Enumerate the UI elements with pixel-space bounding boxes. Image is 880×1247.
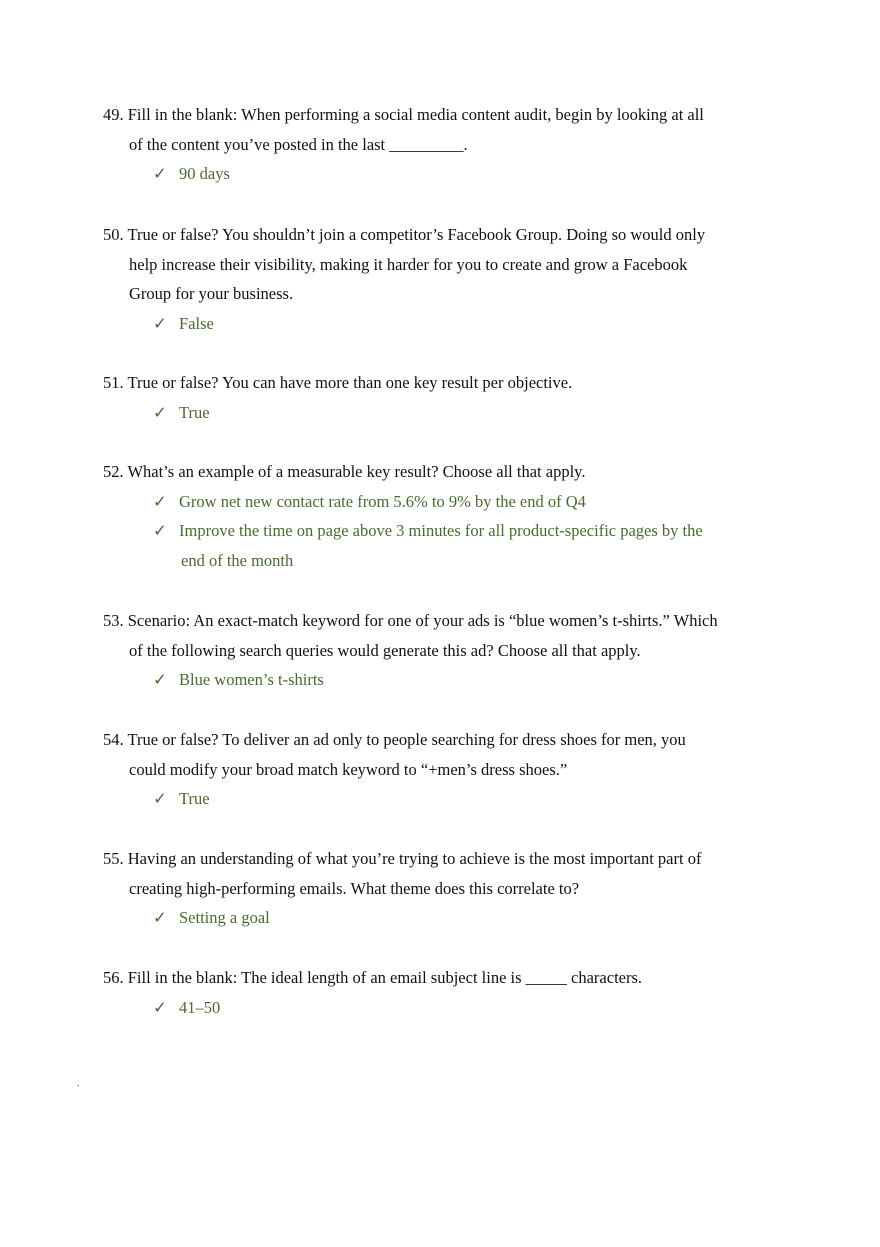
answer-text: 90 days [179, 164, 230, 183]
answer-item [103, 665, 763, 695]
question-text: 52. What’s an example of a measurable key result? Choose all that apply. [103, 462, 586, 481]
question-51 [103, 368, 763, 427]
checkmark-icon: ✓ [153, 521, 167, 540]
answer-text: True [179, 402, 210, 422]
question-50 [103, 220, 763, 338]
checkmark-icon: ✓ [153, 789, 167, 808]
answer-text: Improve the time on page above 3 minutes for all product-specific pages by the [179, 521, 703, 540]
question-text: help increase their visibility, making it harder for you to create and grow a Facebook [129, 254, 688, 274]
answer-text: 41–50 [179, 997, 221, 1017]
question-text: 49. Fill in the blank: When performing a social media content audit, begin by looking at all [103, 105, 704, 124]
checkmark-icon: ✓ [153, 908, 167, 927]
question-52 [103, 457, 763, 575]
question-53 [103, 606, 763, 695]
answer-item [103, 516, 763, 546]
question-text: Group for your business. [129, 284, 294, 303]
question-text: 51. True or false? You can have more than one key result per objective. [103, 373, 573, 392]
question-text: of the following search queries would generate this ad? Choose all that apply. [129, 640, 641, 660]
question-text: could modify your broad match keyword to “+men’s dress shoes.” [129, 759, 568, 779]
question-text: 53. Scenario: An exact-match keyword for one of your ads is “blue women’s t-shirts.” Which [103, 611, 718, 630]
question-text: 54. True or false? To deliver an ad only to people searching for dress shoes for men, you [103, 730, 686, 749]
checkmark-icon: ✓ [153, 670, 167, 689]
question-text: 55. Having an understanding of what you’re trying to achieve is the most important part of [103, 849, 702, 868]
answer-text: False [179, 313, 214, 333]
question-49 [103, 100, 763, 189]
answer-text-continued: end of the month [181, 550, 294, 570]
answer-text: True [179, 789, 210, 808]
answer-item [103, 903, 763, 933]
answer-item [103, 784, 763, 814]
answer-item [103, 159, 763, 189]
answer-text: Blue women’s t-shirts [179, 670, 324, 689]
checkmark-icon: ✓ [153, 997, 167, 1017]
question-text: creating high-performing emails. What theme does this correlate to? [129, 878, 580, 898]
checkmark-icon: ✓ [153, 491, 167, 511]
question-text: 50. True or false? You shouldn’t join a competitor’s Facebook Group. Doing so would only [103, 225, 706, 244]
question-text: of the content you’ve posted in the last _________. [129, 134, 468, 154]
footer-mark: . [77, 1078, 80, 1089]
answer-item [103, 398, 763, 428]
answer-item [103, 487, 763, 517]
question-text: 56. Fill in the blank: The ideal length of an email subject line is _____ characters. [103, 968, 643, 987]
answer-item [103, 993, 763, 1023]
question-55 [103, 844, 763, 933]
question-54 [103, 725, 763, 814]
answer-text: Setting a goal [179, 908, 270, 927]
checkmark-icon: ✓ [153, 164, 167, 183]
answer-item [103, 309, 763, 339]
answer-text: Grow net new contact rate from 5.6% to 9% by the end of Q4 [179, 491, 586, 511]
checkmark-icon: ✓ [153, 402, 167, 422]
question-56 [103, 963, 763, 1022]
checkmark-icon: ✓ [153, 313, 167, 333]
